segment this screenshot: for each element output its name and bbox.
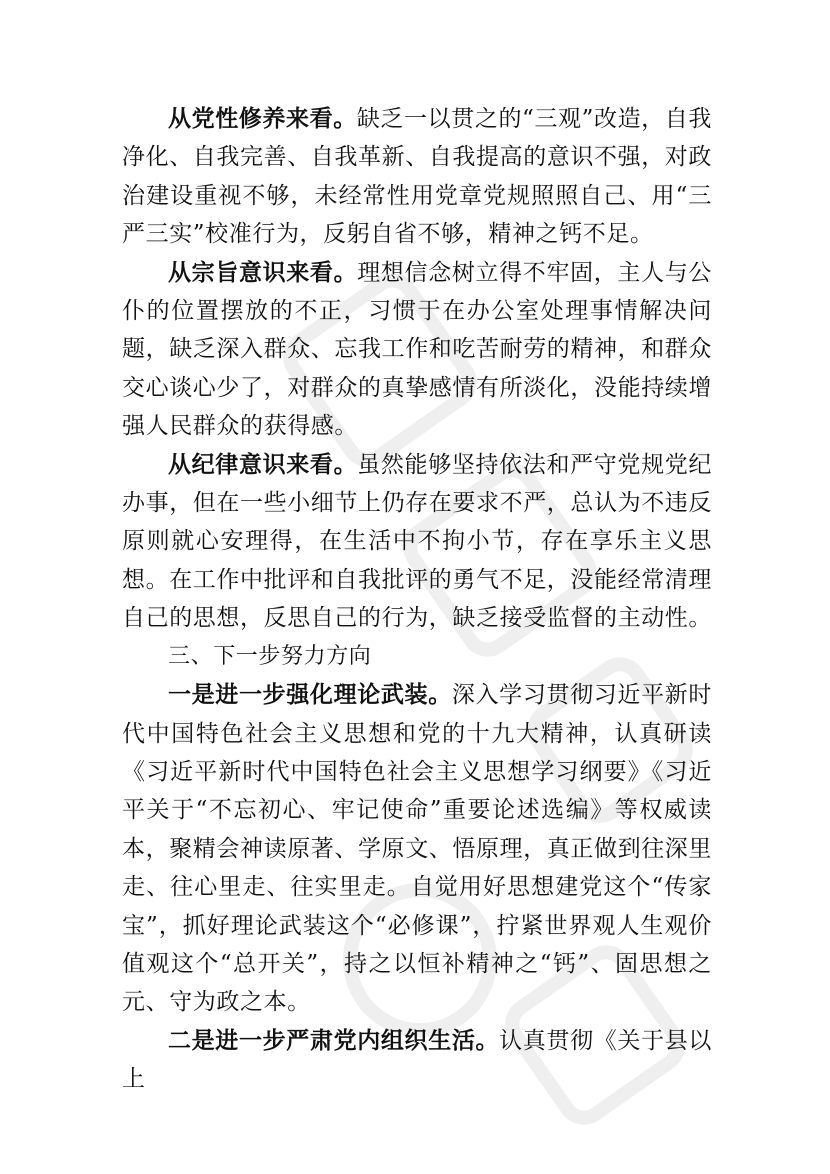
paragraph-body: 认真贯彻《关于县以上 [122,1027,712,1093]
paragraph-body: 缺乏一以贯之的“三观”改造，自我净化、自我完善、自我革新、自我提高的意识不强，对政治建设重视不够，未经常性用党章党规照照自己、用“三严三实”校准行为，反躬自省不够，精神之钙不足。 [122,106,712,248]
paragraph-party-spirit [122,100,712,254]
paragraph-lead: 一是进一步强化理论武装。 [168,681,452,709]
paragraph-body: 理想信念树立得不牢固，主人与公仆的位置摆放的不正，习惯于在办公室处理事情解决问题，缺乏深入群众、忘我工作和吃苦耐劳的精神，和群众交心谈心少了，对群众的真挚感情有所淡化，没能持续增强人民群众的获得感。 [122,259,712,440]
paragraph-theory-arming [122,676,712,1022]
body-text [122,100,712,1099]
paragraph-lead: 从宗旨意识来看。 [168,258,358,286]
section-heading: 三、下一步努力方向 [168,643,372,669]
paragraph-lead: 从党性修养来看。 [168,105,357,132]
paragraph-body: 深入学习贯彻习近平新时代中国特色社会主义思想和党的十九大精神，认真研读《习近平新时代中国特色社会主义思想学习纲要》《习近平关于“不忘初心、牢记使命”重要论述选编》等权威读本，聚精会神读原著、学原文、悟原理，真正做到往深里走、往心里走、往实里走。自觉用好思想建党这个“传家宝”，抓好理论武装这个“必修课”，拧紧世界观人生观价值观这个“总开关”，持之以恒补精神之“钙”、固思想之元、守为政之本。 [122,682,712,1016]
paragraph-lead: 从纪律意识来看。 [168,450,358,478]
paragraph-body: 虽然能够坚持依法和严守党规党纪办事，但在一些小细节上仍存在要求不严，总认为不违反原则就心安理得，在生活中不拘小节，存在享乐主义思想。在工作中批评和自我批评的勇气不足，没能经常清理自己的思想，反思自己的行为，缺乏接受监督的主动性。 [122,451,712,632]
paragraph-lead: 二是进一步严肃党内组织生活。 [168,1026,500,1054]
paragraph-discipline-awareness [122,446,712,638]
paragraph-purpose-awareness [122,254,712,446]
paragraph-organization-life [122,1022,712,1099]
